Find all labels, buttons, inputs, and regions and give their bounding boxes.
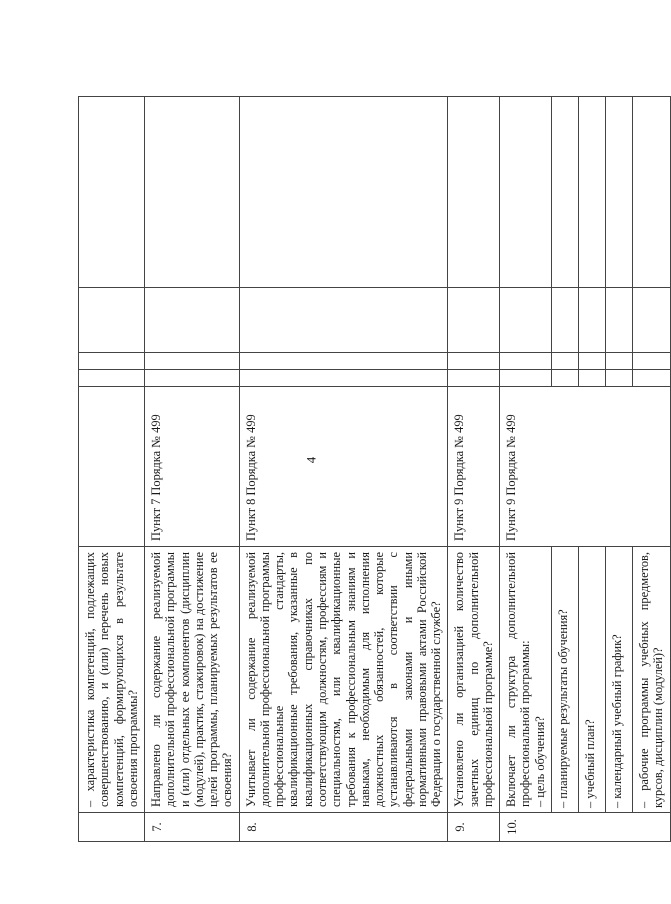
table-row bbox=[79, 97, 145, 842]
comment-cell bbox=[578, 97, 605, 288]
answer-cell bbox=[578, 370, 605, 387]
question-cell: – планируемые результаты обучения? bbox=[551, 547, 578, 813]
row-number: 7. bbox=[145, 813, 240, 842]
answer-cell bbox=[239, 370, 448, 387]
answer-cell bbox=[448, 288, 500, 353]
question-cell: – календарный учебный график? bbox=[605, 547, 632, 813]
answer-cell bbox=[632, 370, 670, 387]
answer-cell bbox=[632, 288, 670, 353]
answer-cell bbox=[578, 288, 605, 353]
table-row bbox=[500, 97, 552, 842]
row-number: 9. bbox=[448, 813, 500, 842]
question-cell: – рабочие программы учебных предметов, курсов, дисциплин (модулей)? bbox=[632, 547, 670, 813]
checklist-table bbox=[78, 96, 671, 842]
answer-cell bbox=[605, 288, 632, 353]
question-cell: – учебный план? bbox=[578, 547, 605, 813]
comment-cell bbox=[632, 97, 670, 288]
answer-cell bbox=[448, 353, 500, 370]
answer-cell bbox=[145, 288, 240, 353]
question-cell: Установлено ли организацией количество зачетных единиц по дополнительной профессиональной программе? bbox=[448, 547, 500, 813]
table-row bbox=[448, 97, 500, 842]
basis-cell: Пункт 8 Порядка № 499 bbox=[239, 387, 448, 547]
table-row bbox=[145, 97, 240, 842]
question-cell: Направлено ли содержание реализуемой дополнительной профессиональной программы и (или) отдельных ее компонентов (дисциплин (модулей), практик, стажировок) на достижение целей программы, планируемых результатов ее освоения? bbox=[145, 547, 240, 813]
answer-cell bbox=[145, 370, 240, 387]
answer-cell bbox=[500, 353, 552, 370]
comment-cell bbox=[500, 97, 552, 288]
question-cell: Включает ли структура дополнительной профессиональной программы: – цель обучения? bbox=[500, 547, 552, 813]
page-number: 4 bbox=[303, 456, 319, 464]
answer-cell bbox=[79, 288, 145, 353]
basis-cell: Пункт 9 Порядка № 499 bbox=[500, 387, 670, 547]
answer-cell bbox=[578, 353, 605, 370]
comment-cell bbox=[145, 97, 240, 288]
comment-cell bbox=[448, 97, 500, 288]
answer-cell bbox=[551, 353, 578, 370]
answer-cell bbox=[239, 288, 448, 353]
comment-cell bbox=[605, 97, 632, 288]
row-number: 10. bbox=[500, 813, 670, 842]
comment-cell bbox=[239, 97, 448, 288]
question-cell: – характеристика компетенций, подлежащих совершенствованию, и (или) перечень новых компетенций, формирующихся в результате освоения программы? bbox=[79, 547, 145, 813]
answer-cell bbox=[500, 288, 552, 353]
row-number bbox=[79, 813, 145, 842]
answer-cell bbox=[551, 288, 578, 353]
answer-cell bbox=[79, 353, 145, 370]
question-cell: Учитывает ли содержание реализуемой дополнительной профессиональной программы профессиональные стандарты, квалификационные требования, указанные в квалификационных справочниках по соответствующим должностям, профессиям и специальностям, или квалификационные требования к профессиональным знаниям и навыкам, необходимым для исполнения должностных обязанностей, которые устанавливаются в соответствии с федеральными законами и иными нормативными правовыми актами Российской Федерации о государственной службе? bbox=[239, 547, 448, 813]
answer-cell bbox=[551, 370, 578, 387]
row-number: 8. bbox=[239, 813, 448, 842]
answer-cell bbox=[239, 353, 448, 370]
comment-cell bbox=[79, 97, 145, 288]
answer-cell bbox=[605, 353, 632, 370]
answer-cell bbox=[145, 353, 240, 370]
answer-cell bbox=[605, 370, 632, 387]
answer-cell bbox=[448, 370, 500, 387]
comment-cell bbox=[551, 97, 578, 288]
basis-cell: Пункт 7 Порядка № 499 bbox=[145, 387, 240, 547]
answer-cell bbox=[500, 370, 552, 387]
answer-cell bbox=[632, 353, 670, 370]
basis-cell bbox=[79, 387, 145, 547]
basis-cell: Пункт 9 Порядка № 499 bbox=[448, 387, 500, 547]
table-row bbox=[239, 97, 448, 842]
answer-cell bbox=[79, 370, 145, 387]
